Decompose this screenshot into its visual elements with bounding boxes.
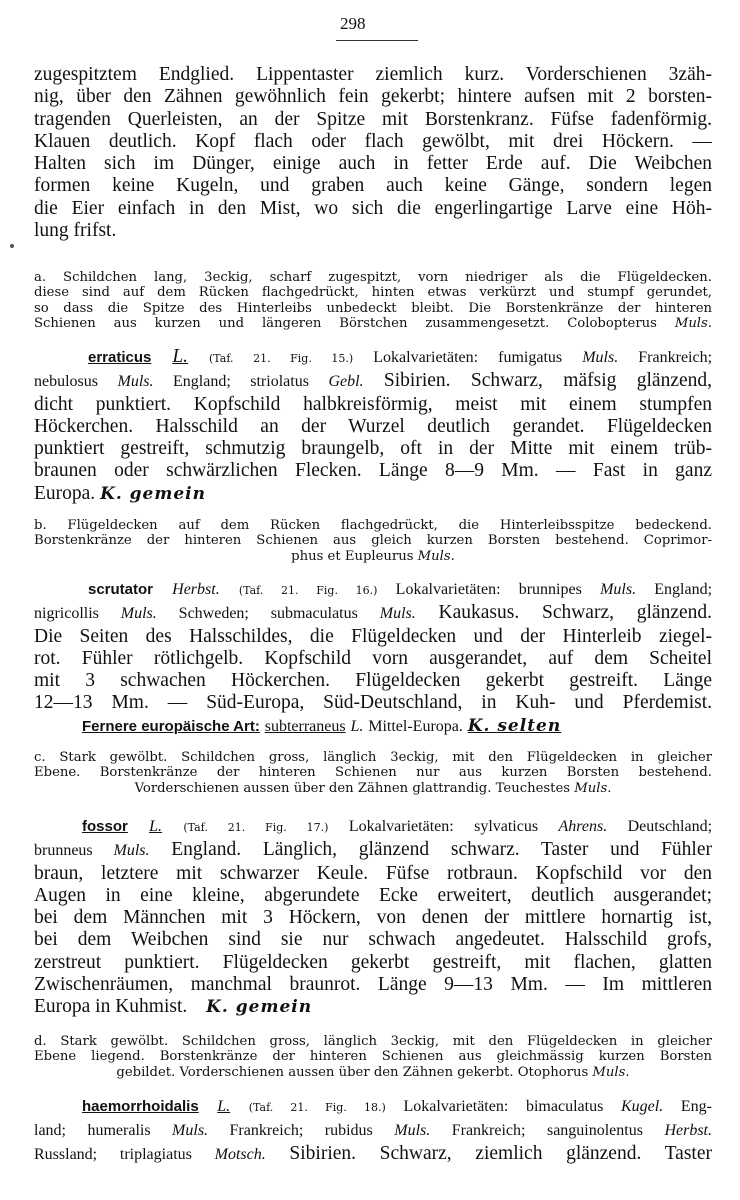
species-name: fossor [82,818,128,835]
text-line: Halten sich im Dünger, einige auch in fetter Erde auf. Die Weibchen [34,153,712,175]
text-line: rot. Fühler rötlichgelb. Kopfschild vorn ausgerandet, auf dem Scheitel [34,647,712,669]
text-line: a. Schildchen lang, 3eckig, scharf zugespitzt, vorn niedriger als die Flügeldecken. [34,270,712,285]
text-line: nigricollis Muls. Schweden; submaculatus Muls. Kaukasus. Schwarz, glänzend. [34,602,712,624]
author: Muls. [674,316,712,332]
text-line: formen keine Kugeln, und graben auch keine Gänge, sondern legen [34,175,712,197]
plate-reference: (Taf. 21. Fig. 17.) [183,821,329,834]
text-line: bei dem Männchen mit 3 Höckern, von denen der mittlere hornartig ist, [34,907,712,929]
text-line: Europa in Kuhmist. K. gemein [34,996,313,1018]
margin-dot [10,244,14,248]
text-line: mit 3 schwachen Höckerchen. Flügeldecken gekerbt gestreift. Länge [34,670,712,692]
text-line: nebulosus Muls. England; striolatus Gebl. Sibirien. Schwarz, mäfsig glänzend, [34,370,712,392]
text-line: zerstreut punktiert. Flügeldecken gekerbt gestreift, mit flachen, glatten [34,951,712,973]
intro-paragraph [34,64,712,242]
text-line: c. Stark gewölbt. Schildchen gross, länglich 3eckig, mit den Flügeldecken in gleicher [34,750,712,765]
genus-text: Schienen aus kurzen und längeren Börstchen zusammengesetzt. Colobopterus [34,316,657,332]
section-c-key [34,750,712,796]
species-heading-line: erraticus L. (Taf. 21. Fig. 15.) Lokalvarietäten: fumigatus Muls. Frankreich; [88,346,712,367]
species-name: scrutator [88,581,154,598]
text-line: land; humeralis Muls. Frankreich; rubidus Muls. Frankreich; sanguinolentus Herbst. [34,1122,712,1140]
author: L. [217,1098,231,1115]
text-line: diese sind auf dem Rücken flachgedrückt, hinten etwas verkürzt und stumpf gerundet, [34,285,712,301]
author: Muls. [574,780,612,796]
section-b-key [34,518,712,564]
handwritten-note: K. selten [467,715,562,736]
section-a-key [34,270,712,332]
text-line: Ebene liegend. Borstenkränze der hinteren Schienen aus gleichmässig kurzen Borsten [34,1049,712,1065]
text-line: Klauen deutlich. Kopf flach oder flach gewölbt, mit drei Höckern. — [34,130,712,152]
author: L. [350,717,364,735]
text-line: gebildet. Vorderschienen aussen über den Zähnen gekerbt. Otophorus Muls. [116,1064,630,1080]
text-line: lung frifst. [34,220,117,242]
author: Muls. [592,1064,630,1080]
further-species-line: Fernere europäische Art: subterraneus L. Mittel-Europa. K. selten [82,715,562,736]
section-d-key [34,1034,712,1080]
text-line: dicht punktiert. Kopfschild halbkreisförmig, meist mit einem stumpfen [34,393,712,415]
text-line: die Eier einfach in den Mist, wo sich die engerlingartige Larve eine Höh- [34,197,712,219]
text-line: nig, über den Zähnen gewöhnlich fein gekerbt; hintere aufsen mit 2 borsten- [34,86,712,108]
text-line: Vorderschienen aussen über den Zähnen glattrandig. Teuchestes Muls. [134,780,612,796]
author: L. [172,346,189,367]
species-heading-line: fossor L. (Taf. 21. Fig. 17.) Lokalvarietäten: sylvaticus Ahrens. Deutschland; [82,818,712,835]
species-scrutator [34,578,712,738]
text-line: so dass die Spitze des Hinterleibs unbedeckt bleibt. Die Borstenkränze der hinteren [34,300,712,316]
text-line: Die Seiten des Halsschildes, die Flügeldecken und der Hinterleib ziegel- [34,625,712,647]
text-line: zugespitztem Endglied. Lippentaster ziemlich kurz. Vorderschienen 3zäh- [34,64,712,85]
further-label: Fernere europäische Art: [82,717,260,735]
text-line [34,316,712,331]
text-line: tragenden Querleisten, an der Spitze mit Borstenkranz. Füfse fadenförmig. [34,108,712,130]
text-line: Europa. K. gemein [34,482,206,504]
species-heading-line: haemorrhoidalis L. (Taf. 21. Fig. 18.) Lokalvarietäten: bimaculatus Kugel. Eng- [82,1098,712,1115]
species-heading-line: scrutator Herbst. (Taf. 21. Fig. 16.) Lokalvarietäten: brunnipes Muls. England; [88,581,712,598]
species-name: haemorrhoidalis [82,1098,199,1115]
text-line: Höckerchen. Halsschild an der Wurzel deutlich gerandet. Flügeldecken [34,415,712,437]
text-line: Russland; triplagiatus Motsch. Sibirien. Schwarz, ziemlich glänzend. Taster [34,1142,712,1164]
text-line: braunen oder schwärzlichen Flecken. Länge 8—9 Mm. — Fast in ganz [34,460,712,482]
text-line: phus et Eupleurus Muls. [291,548,455,564]
text-line: braun, letztere mit schwarzer Keule. Füfse rotbraun. Kopfschild vor den [34,862,712,884]
handwritten-note: K. gemein [100,483,206,504]
text-line: Zwischenräumen, manchmal braunrot. Länge 9—13 Mm. — Im mittleren [34,974,712,996]
author: L. [149,818,163,835]
text-line: bei dem Weibchen sind sie nur schwach angedeutet. Halsschild grofs, [34,929,712,951]
page-number: 298 [340,14,366,33]
text-line: brunneus Muls. England. Länglich, glänzend schwarz. Taster und Fühler [34,839,712,861]
author: Muls. [417,548,455,564]
plate-reference: (Taf. 21. Fig. 16.) [238,584,378,597]
author: Herbst. [172,581,220,598]
text-line: punktiert gestreift, schmutzig braungelb, oft in der Mitte mit einem trüb- [34,438,712,460]
species-fossor [34,815,712,1019]
species-name: subterraneus [264,717,346,735]
text-line: Ebene. Borstenkränze der hinteren Schienen nur aus kurzen Borsten bestehend. [34,765,712,781]
text-line: Augen in eine kleine, abgerundete Ecke erweitert, deutlich ausgerandet; [34,884,712,906]
plate-reference: (Taf. 21. Fig. 15.) [209,352,354,365]
text-line: 12—13 Mm. — Süd-Europa, Süd-Deutschland, in Kuh- und Pferdemist. [34,692,712,714]
plate-reference: (Taf. 21. Fig. 18.) [248,1101,386,1114]
text-line: d. Stark gewölbt. Schildchen gross, länglich 3eckig, mit den Flügeldecken in gleicher [34,1034,712,1049]
species-name: erraticus [88,349,152,366]
page-number-rule [336,40,418,41]
species-erraticus [34,346,712,505]
species-haemorrhoidalis [34,1095,712,1166]
text-line: Borstenkränze der hinteren Schienen aus gleich kurzen Borsten bestehend. Coprimor- [34,533,712,549]
handwritten-note: K. gemein [206,997,313,1018]
text-line: b. Flügeldecken auf dem Rücken flachgedrückt, die Hinterleibsspitze bedeckend. [34,518,712,533]
